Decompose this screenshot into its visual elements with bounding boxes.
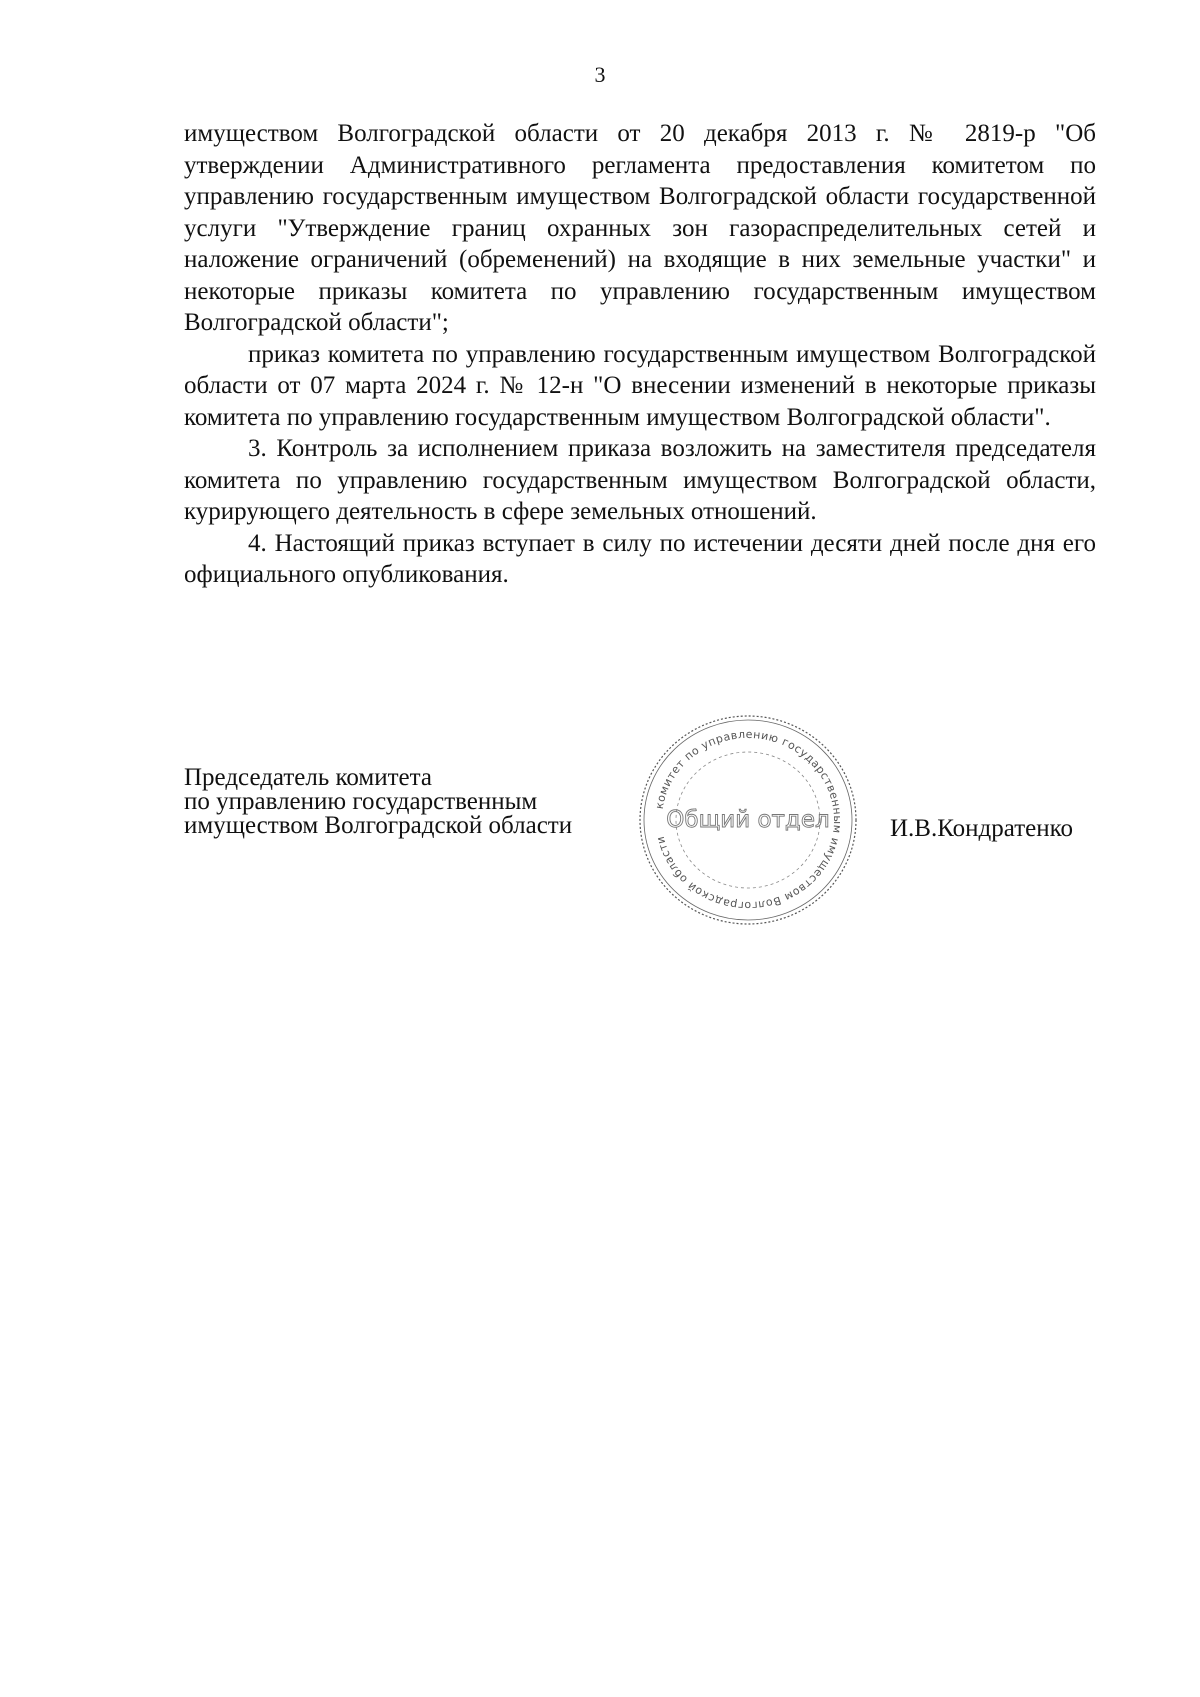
signature-title	[184, 766, 572, 838]
official-stamp	[634, 710, 862, 930]
stamp-center-text: Общий отдел	[666, 807, 830, 833]
page-number: 3	[594, 62, 606, 87]
paragraph-control-clause: 3. Контроль за исполнением приказа возложить на заместителя председателя комитета по управлению государственным имуществом Волгоградской области, курирующего деятельность в сфере земельных отношений.	[184, 435, 1096, 525]
signature-title-line: Председатель комитета	[184, 764, 432, 791]
signer-name: И.В.Кондратенко	[890, 815, 1073, 842]
signature-title-line: имуществом Волгоградской области	[184, 812, 573, 839]
stamp-seal-graphic	[634, 710, 862, 930]
document-body	[184, 118, 1096, 591]
stamp-ring-text: комитет по управлению государственным имуществом Волгоградской области	[652, 727, 845, 913]
paragraph-order-list-item: приказ комитета по управлению государственным имуществом Волгоградской области от 07 марта 2024 г. № 12-н "О внесении изменений в некоторые приказы комитета по управлению государственным имуществом Волгоградской области".	[184, 340, 1096, 431]
paragraph-continuation: имуществом Волгоградской области от 20 декабря 2013 г. № 2819-р "Об утверждении Административного регламента предоставления комитетом по управлению государственным имуществом Волгоградской области государственной услуги "Утверждение границ охранных зон газораспределительных сетей и наложение ограничений (обременений) на входящие в них земельные участки" и некоторые приказы комитета по управлению государственным имуществом Волгоградской области";	[184, 120, 1096, 336]
paragraph-effective-date-clause: 4. Настоящий приказ вступает в силу по истечении десяти дней после дня его официального опубликования.	[184, 529, 1096, 588]
signature-title-line: по управлению государственным	[184, 788, 538, 815]
